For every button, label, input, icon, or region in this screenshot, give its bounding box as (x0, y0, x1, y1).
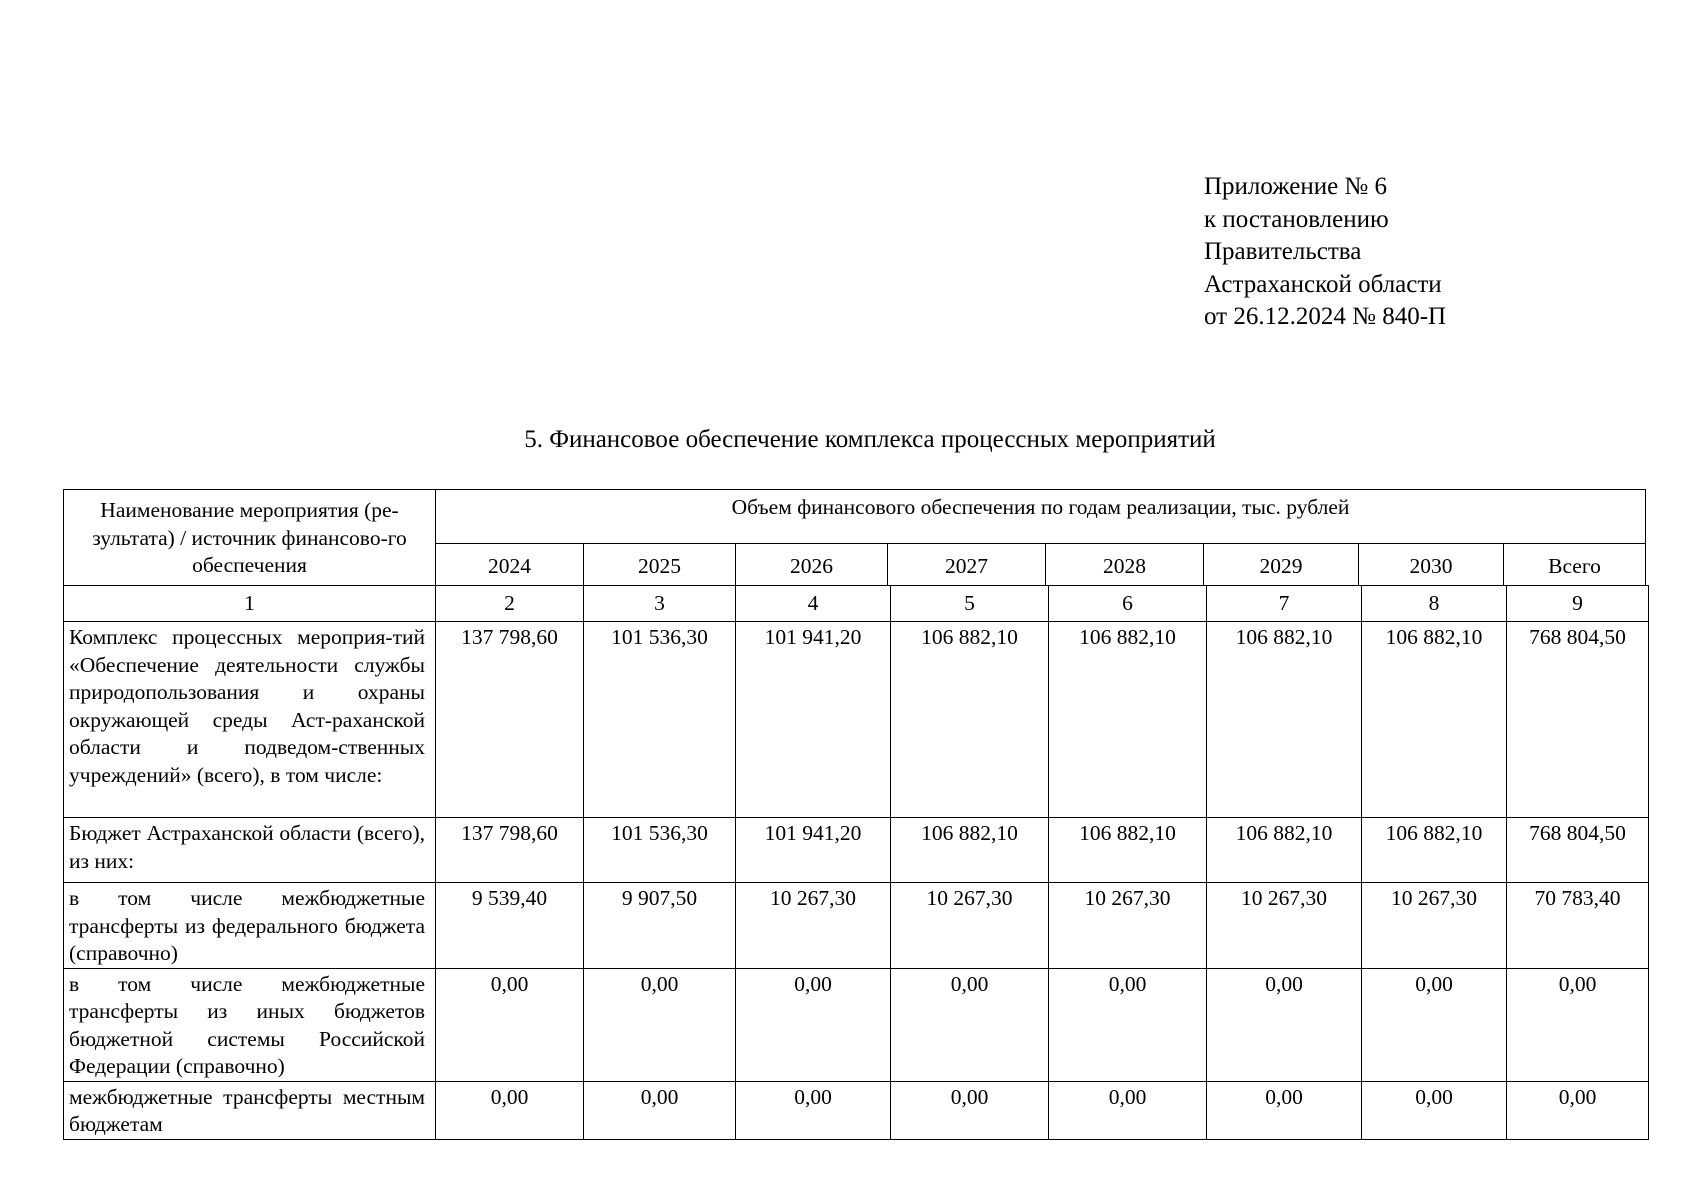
total-value: 0,00 (1507, 1081, 1649, 1139)
row-name: в том числе межбюджетные трансферты из иных бюджетов бюджетной системы Российской Федерации (справочно) (64, 968, 436, 1081)
cell-value: 10 267,30 (1049, 883, 1207, 969)
total-header: Всего (1504, 544, 1646, 586)
year-header: 2026 (736, 544, 888, 586)
cell-value: 106 882,10 (891, 622, 1049, 818)
appendix-line: Астраханской области (1204, 270, 1442, 298)
cell-value: 137 798,60 (436, 622, 584, 818)
cell-value: 9 907,50 (584, 883, 736, 969)
cell-value: 0,00 (1362, 1081, 1507, 1139)
cell-value: 10 267,30 (1207, 883, 1362, 969)
section-title: 5. Финансовое обеспечение комплекса процессных мероприятий (524, 426, 1216, 453)
cell-value: 0,00 (1207, 1081, 1362, 1139)
column-number: 1 (64, 586, 436, 622)
cell-value: 10 267,30 (891, 883, 1049, 969)
column-number-row (64, 586, 1649, 622)
cell-value: 0,00 (891, 968, 1049, 1081)
table-row (64, 1081, 1649, 1139)
row-name: Комплекс процессных мероприя-тий «Обеспечение деятельности службы природопользования и охраны окружающей среды Аст-раханской области и подведом-ственных учреждений» (всего), в том числе: (64, 622, 436, 818)
total-value: 768 804,50 (1507, 818, 1649, 883)
total-value: 768 804,50 (1507, 622, 1649, 818)
year-header: 2024 (436, 544, 584, 586)
cell-value: 0,00 (1207, 968, 1362, 1081)
cell-value: 0,00 (736, 968, 891, 1081)
total-value: 70 783,40 (1507, 883, 1649, 969)
column-number: 2 (436, 586, 584, 622)
cell-value: 0,00 (736, 1081, 891, 1139)
cell-value: 106 882,10 (1362, 818, 1507, 883)
cell-value: 10 267,30 (736, 883, 891, 969)
cell-value: 9 539,40 (436, 883, 584, 969)
table-row (64, 622, 1649, 818)
row-name: Бюджет Астраханской области (всего), из них: (64, 818, 436, 883)
row-name: в том числе межбюджетные трансферты из федерального бюджета (справочно) (64, 883, 436, 969)
cell-value: 10 267,30 (1362, 883, 1507, 969)
year-header: 2029 (1204, 544, 1359, 586)
cell-value: 106 882,10 (891, 818, 1049, 883)
cell-value: 0,00 (1049, 1081, 1207, 1139)
cell-value: 106 882,10 (1049, 622, 1207, 818)
cell-value: 106 882,10 (1362, 622, 1507, 818)
year-header: 2025 (584, 544, 736, 586)
appendix-line: к постановлению (1204, 205, 1389, 233)
year-header: 2028 (1046, 544, 1204, 586)
table-row (64, 968, 1649, 1081)
cell-value: 0,00 (584, 1081, 736, 1139)
year-header: 2030 (1359, 544, 1504, 586)
column-number: 3 (584, 586, 736, 622)
column-number: 7 (1207, 586, 1362, 622)
column-number: 6 (1049, 586, 1207, 622)
cell-value: 137 798,60 (436, 818, 584, 883)
name-column-header: Наименование мероприятия (ре-зультата) / источник финансово-го обеспечения (64, 490, 436, 586)
table-header (63, 489, 1646, 586)
appendix-line: Правительства (1204, 238, 1362, 265)
table-row (64, 883, 1649, 969)
row-name: межбюджетные трансферты местным бюджетам (64, 1081, 436, 1139)
appendix-block (1204, 171, 1446, 334)
cell-value: 0,00 (436, 1081, 584, 1139)
cell-value: 0,00 (584, 968, 736, 1081)
column-number: 8 (1362, 586, 1507, 622)
cell-value: 0,00 (436, 968, 584, 1081)
cell-value: 106 882,10 (1207, 818, 1362, 883)
table-row (64, 818, 1649, 883)
appendix-line: от 26.12.2024 № 840-П (1204, 303, 1447, 330)
funding-table (63, 585, 1649, 1140)
appendix-line: Приложение № 6 (1204, 173, 1388, 200)
column-number: 5 (891, 586, 1049, 622)
cell-value: 106 882,10 (1207, 622, 1362, 818)
cell-value: 0,00 (1362, 968, 1507, 1081)
cell-value: 101 941,20 (736, 622, 891, 818)
total-value: 0,00 (1507, 968, 1649, 1081)
funding-group-header: Объем финансового обеспечения по годам реализации, тыс. рублей (436, 490, 1646, 544)
column-number: 4 (736, 586, 891, 622)
cell-value: 0,00 (1049, 968, 1207, 1081)
cell-value: 101 536,30 (584, 622, 736, 818)
cell-value: 101 941,20 (736, 818, 891, 883)
cell-value: 101 536,30 (584, 818, 736, 883)
cell-value: 0,00 (891, 1081, 1049, 1139)
year-header: 2027 (888, 544, 1046, 586)
cell-value: 106 882,10 (1049, 818, 1207, 883)
column-number: 9 (1507, 586, 1649, 622)
